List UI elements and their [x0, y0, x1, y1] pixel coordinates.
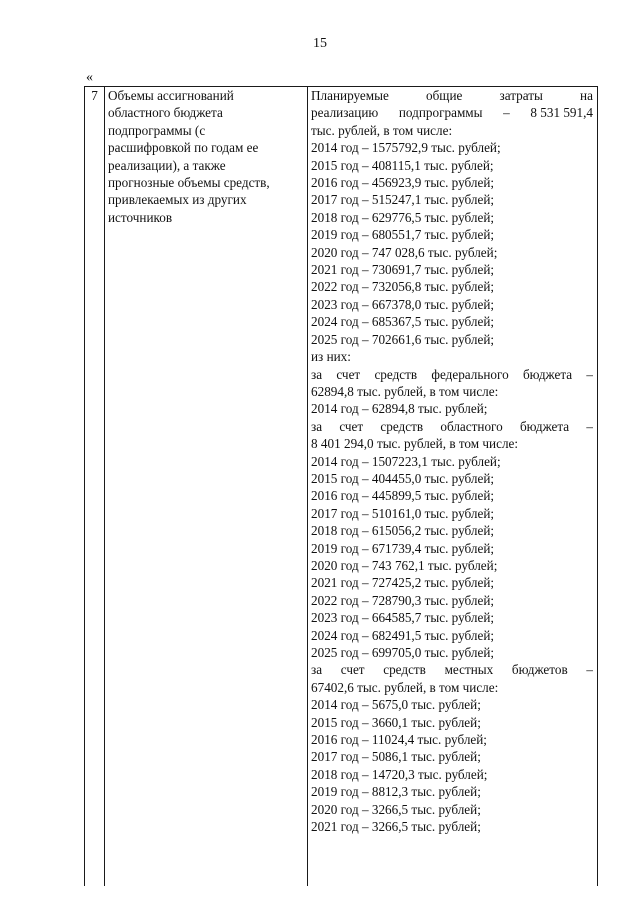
local-years-list: [311, 696, 593, 835]
word: общие: [425, 88, 463, 103]
word: бюджета: [519, 418, 570, 434]
year-line: 2018 год – 629776,5 тыс. рублей;: [311, 209, 495, 225]
word: средств: [374, 366, 418, 382]
local-head: [311, 661, 593, 678]
label-line: прогнозные объемы средств,: [108, 175, 270, 191]
year-line: 2018 год – 615056,2 тыс. рублей;: [311, 523, 495, 539]
intro-line-3: тыс. рублей, в том числе:: [311, 122, 453, 138]
year-line: 2016 год – 445899,5 тыс. рублей;: [311, 488, 495, 504]
word: за: [311, 366, 323, 382]
label-line: реализации), а также: [108, 157, 226, 173]
year-line: 2023 год – 664585,7 тыс. рублей;: [311, 610, 495, 626]
year-line: 2014 год – 5675,0 тыс. рублей;: [311, 697, 481, 713]
regional-total: 8 401 294,0 тыс. рублей, в том числе:: [311, 436, 519, 452]
row-number-cell: [85, 87, 105, 887]
word: реализацию: [311, 105, 379, 121]
page-number: 15: [313, 36, 327, 51]
year-line: 2019 год – 8812,3 тыс. рублей;: [311, 784, 481, 800]
year-line: 2014 год – 1575792,9 тыс. рублей;: [311, 140, 501, 156]
word: счет: [340, 662, 365, 678]
word: бюджета: [522, 366, 573, 382]
word: –: [586, 366, 593, 382]
label-line: расшифровкой по годам ее: [108, 140, 259, 156]
year-line: 2020 год – 747 028,6 тыс. рублей;: [311, 244, 498, 260]
of-them-label: из них:: [311, 349, 351, 365]
year-line: 2014 год – 1507223,1 тыс. рублей;: [311, 453, 501, 469]
word: средств: [380, 418, 424, 434]
federal-total: 62894,8 тыс. рублей, в том числе:: [311, 383, 499, 399]
year-line: 2021 год – 727425,2 тыс. рублей;: [311, 575, 495, 591]
year-line: 2015 год – 3660,1 тыс. рублей;: [311, 714, 481, 730]
word: федерального: [431, 366, 509, 382]
year-line: 2016 год – 11024,4 тыс. рублей;: [311, 732, 487, 748]
regional-years-list: [311, 453, 593, 662]
year-line: 2025 год – 699705,0 тыс. рублей;: [311, 645, 495, 660]
year-line: 2022 год – 728790,3 тыс. рублей;: [311, 592, 495, 608]
word: –: [503, 105, 510, 121]
word: местных: [444, 662, 494, 678]
word: –: [586, 662, 593, 678]
year-line: 2017 год – 515247,1 тыс. рублей;: [311, 192, 495, 208]
label-line: подпрограммы (с: [108, 122, 206, 138]
year-line: 2023 год – 667378,0 тыс. рублей;: [311, 296, 495, 312]
year-line: 2017 год – 5086,1 тыс. рублей;: [311, 749, 481, 765]
word: –: [586, 418, 593, 434]
year-line: 2020 год – 743 762,1 тыс. рублей;: [311, 557, 498, 573]
word: 8 531 591,4: [530, 105, 593, 121]
row-content-cell: [308, 87, 598, 887]
year-line: 2015 год – 408115,1 тыс. рублей;: [311, 157, 494, 173]
word: Планируемые: [311, 88, 389, 103]
opening-quote-mark: «: [86, 70, 93, 85]
word: счет: [339, 418, 364, 434]
intro-line-2: [311, 104, 593, 121]
year-line: 2024 год – 682491,5 тыс. рублей;: [311, 627, 495, 643]
year-line: 2016 год – 456923,9 тыс. рублей;: [311, 175, 495, 191]
word: затраты: [499, 88, 543, 103]
label-line: источников: [108, 209, 173, 225]
year-line: 2021 год – 3266,5 тыс. рублей;: [311, 819, 481, 835]
budget-table: [84, 86, 598, 886]
word: за: [311, 662, 323, 678]
year-line: 2025 год – 702661,6 тыс. рублей;: [311, 331, 495, 347]
word: подпрограммы: [398, 105, 483, 121]
row-number: 7: [91, 88, 98, 103]
table-row: [85, 87, 598, 887]
year-line: 2019 год – 680551,7 тыс. рублей;: [311, 227, 495, 243]
year-line: 2021 год – 730691,7 тыс. рублей;: [311, 262, 495, 278]
word: на: [580, 88, 593, 103]
word: счет: [336, 366, 361, 382]
row-label-cell: [105, 87, 308, 887]
year-line: 2019 год – 671739,4 тыс. рублей;: [311, 540, 495, 556]
intro-line-1: [311, 87, 593, 104]
federal-years-list: [311, 400, 593, 417]
label-line: Объемы ассигнований: [108, 88, 234, 103]
year-line: 2014 год – 62894,8 тыс. рублей;: [311, 401, 488, 417]
word: областного: [440, 418, 503, 434]
year-line: 2017 год – 510161,0 тыс. рублей;: [311, 505, 495, 521]
word: за: [311, 418, 323, 434]
year-line: 2024 год – 685367,5 тыс. рублей;: [311, 314, 495, 330]
word: средств: [383, 662, 426, 678]
federal-head: [311, 366, 593, 383]
label-line: привлекаемых из других: [108, 192, 247, 208]
year-line: 2022 год – 732056,8 тыс. рублей;: [311, 279, 495, 295]
label-line: областного бюджета: [108, 105, 223, 121]
year-line: 2018 год – 14720,3 тыс. рублей;: [311, 766, 488, 782]
total-years-list: [311, 139, 593, 348]
regional-head: [311, 418, 593, 435]
word: бюджетов: [511, 662, 568, 678]
year-line: 2020 год – 3266,5 тыс. рублей;: [311, 801, 481, 817]
local-total: 67402,6 тыс. рублей, в том числе:: [311, 679, 499, 695]
year-line: 2015 год – 404455,0 тыс. рублей;: [311, 470, 495, 486]
